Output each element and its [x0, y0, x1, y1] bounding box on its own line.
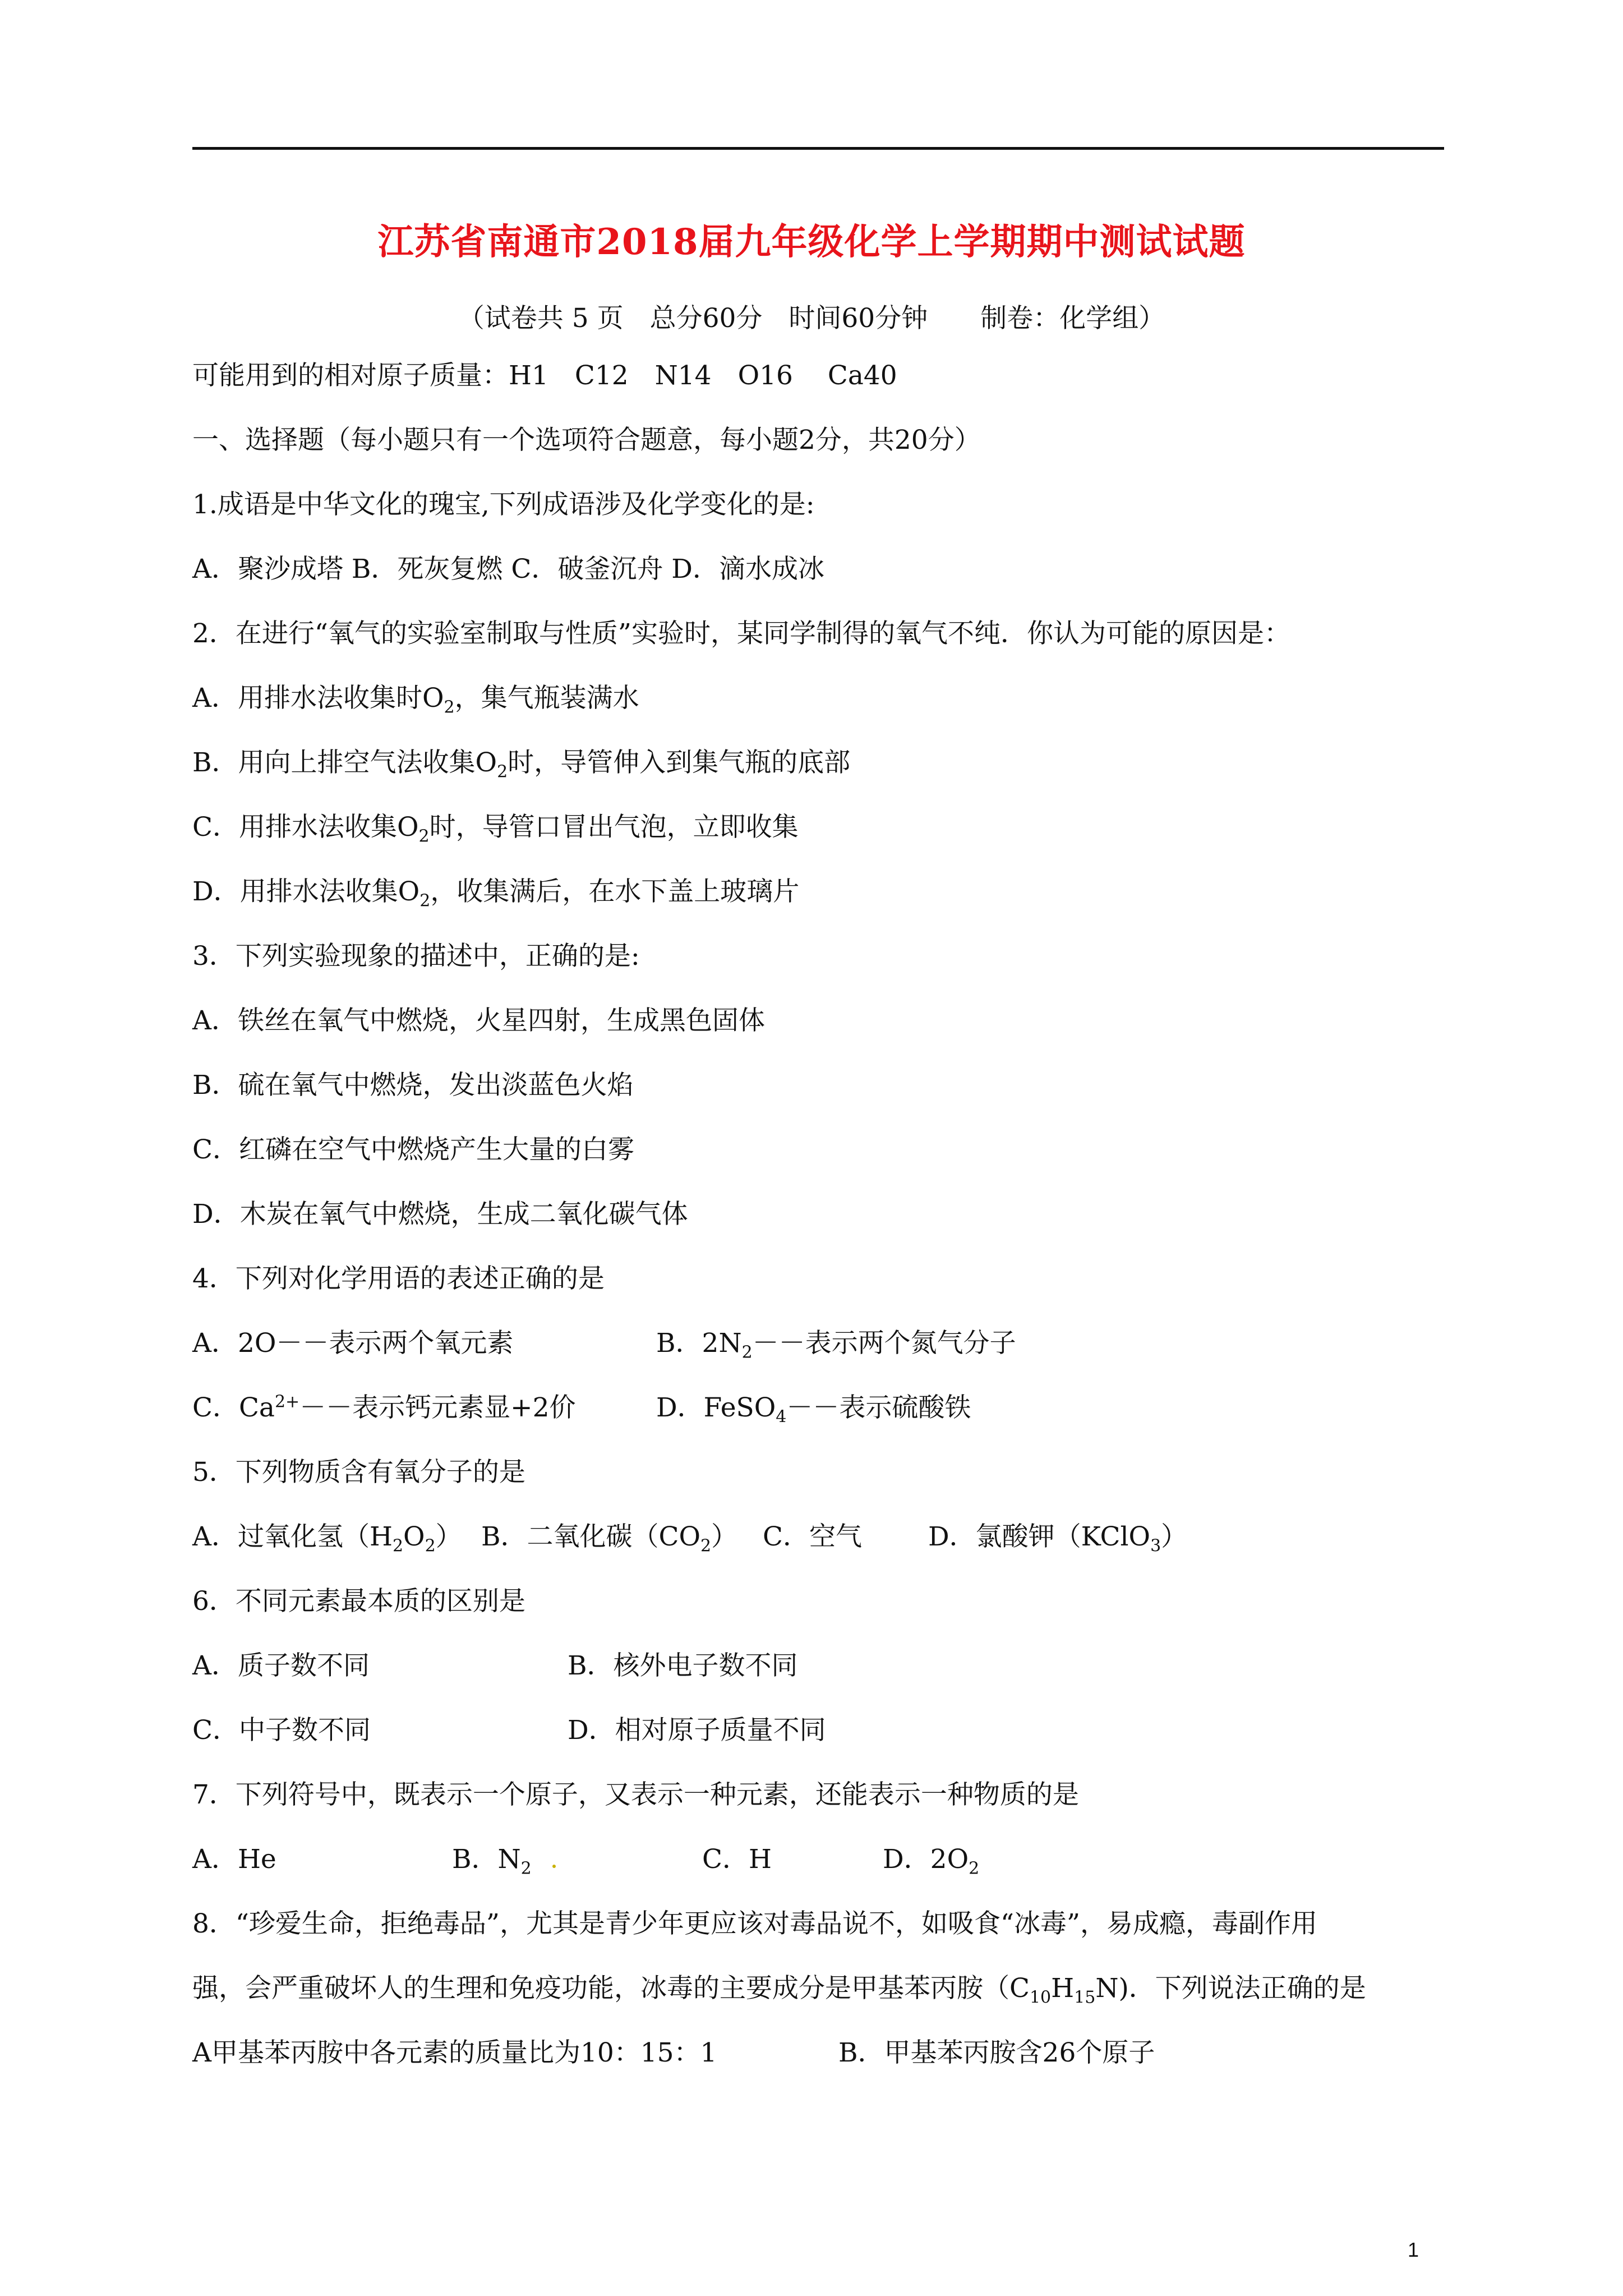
- question-8-option-a: A甲基苯丙胺中各元素的质量比为10：15：1: [192, 2037, 717, 2068]
- subscript: 2: [444, 697, 455, 717]
- subscript: 2: [425, 1536, 436, 1556]
- question-3-option-b: B．硫在氧气中燃烧，发出淡蓝色火焰: [192, 1070, 634, 1101]
- question-3-option-a: A．铁丝在氧气中燃烧，火星四射，生成黑色固体: [192, 1005, 765, 1036]
- question-4-option-b: [656, 1327, 1016, 1363]
- text: ）: [435, 1521, 462, 1552]
- header-rule: [192, 147, 1444, 150]
- question-8-option-b: B．甲基苯丙胺含26个原子: [838, 2037, 1155, 2068]
- question-7-option-a: A．He: [192, 1844, 276, 1875]
- question-1-stem: 1.成语是中华文化的瑰宝,下列成语涉及化学变化的是:: [192, 489, 815, 520]
- text: D．FeSO: [656, 1392, 776, 1423]
- text: －－表示两个氮气分子: [752, 1328, 1016, 1359]
- question-3-option-c: C．红磷在空气中燃烧产生大量的白雾: [192, 1134, 634, 1165]
- section-heading: 一、选择题（每小题只有一个选项符合题意，每小题2分，共20分）: [192, 425, 981, 455]
- question-2-option-d: [192, 875, 799, 909]
- page-number: 1: [1408, 2238, 1419, 2261]
- question-2-option-b: [192, 746, 850, 780]
- question-7-option-b: [452, 1843, 532, 1879]
- subscript: 4: [776, 1407, 787, 1427]
- question-3-stem: 3．下列实验现象的描述中，正确的是:: [192, 941, 640, 972]
- subscript: 15: [1074, 1987, 1096, 2008]
- text: B．二氧化碳（CO: [481, 1521, 701, 1552]
- question-1-options: A．聚沙成塔 B．死灰复燃 C．破釜沉舟 D．滴水成冰: [192, 554, 824, 585]
- text: H: [1051, 1973, 1075, 2004]
- question-7-stem: 7．下列符号中，既表示一个原子，又表示一种元素，还能表示一种物质的是: [192, 1779, 1079, 1810]
- question-8-stem-line-2: [192, 1972, 1444, 2008]
- question-4-stem: 4．下列对化学用语的表述正确的是: [192, 1263, 605, 1294]
- dot-mark: [552, 1865, 556, 1868]
- subscript: 3: [1150, 1536, 1161, 1556]
- question-3-option-d: D．木炭在氧气中燃烧，生成二氧化碳气体: [192, 1199, 688, 1230]
- question-8-stem-line-1: 8．“珍爱生命，拒绝毒品”，尤其是青少年更应该对毒品说不，如吸食“冰毒”，易成瘾，毒副作用: [192, 1908, 1318, 1939]
- text: ）: [1161, 1521, 1188, 1552]
- text: D．用排水法收集O: [192, 876, 420, 907]
- question-2-option-a: [192, 682, 639, 715]
- subscript: 2: [497, 762, 508, 782]
- text: 时，导管伸入到集气瓶的底部: [508, 747, 851, 778]
- text: B．2N: [656, 1328, 742, 1359]
- question-5-option-c: C．空气: [763, 1521, 862, 1552]
- superscript: 2+: [274, 1392, 300, 1412]
- text: C．用排水法收集O: [192, 812, 419, 843]
- text: A．用排水法收集时O: [192, 683, 444, 714]
- subscript: 2: [392, 1536, 404, 1556]
- question-5-stem: 5．下列物质含有氧分子的是: [192, 1457, 525, 1488]
- question-5-option-d: [928, 1520, 1187, 1554]
- text: ）: [711, 1521, 738, 1552]
- question-6-option-d: D．相对原子质量不同: [568, 1715, 826, 1746]
- question-6-stem: 6．不同元素最本质的区别是: [192, 1586, 525, 1617]
- subscript: 2: [520, 1858, 532, 1879]
- subscript: 2: [700, 1536, 712, 1556]
- subscript: 2: [969, 1858, 980, 1879]
- question-4-option-c: [192, 1391, 575, 1425]
- text: 强，会严重破坏人的生理和免疫功能，冰毒的主要成分是甲基苯丙胺（C: [192, 1973, 1030, 2004]
- question-2-stem: 2．在进行“氧气的实验室制取与性质”实验时，某同学制得的氧气不纯．你认为可能的原因是：: [192, 618, 1290, 649]
- subscript: 10: [1029, 1987, 1052, 2008]
- text: N)．下列说法正确的是: [1095, 1973, 1366, 2004]
- text: D．2O: [883, 1844, 969, 1875]
- question-4-option-a: A．2O－－表示两个氧元素: [192, 1328, 514, 1359]
- question-2-option-c: [192, 811, 799, 844]
- question-6-option-c: C．中子数不同: [192, 1715, 371, 1746]
- subscript: 2: [418, 826, 430, 846]
- page-title: 江苏省南通市2018届九年级化学上学期期中测试试题: [377, 221, 1246, 263]
- question-4-option-d: [656, 1391, 971, 1425]
- atomic-masses: 可能用到的相对原子质量：H1 C12 N14 O16 Ca40: [192, 360, 897, 391]
- text: ，收集满后，在水下盖上玻璃片: [430, 876, 800, 907]
- question-5-option-a: [192, 1520, 462, 1554]
- text: ，集气瓶装满水: [454, 683, 639, 714]
- question-6-option-b: B．核外电子数不同: [568, 1650, 798, 1681]
- text: 时，导管口冒出气泡，立即收集: [429, 812, 799, 843]
- question-6-option-a: A．质子数不同: [192, 1650, 370, 1681]
- question-5-option-b: [481, 1520, 737, 1554]
- text: A．过氧化氢（H: [192, 1521, 393, 1552]
- text: －－表示硫酸铁: [786, 1392, 971, 1423]
- text: B．N: [452, 1844, 521, 1875]
- text: O: [403, 1521, 425, 1552]
- text: D．氯酸钾（KClO: [928, 1521, 1151, 1552]
- text: B．用向上排空气法收集O: [192, 747, 497, 778]
- exam-info: （试卷共 5 页 总分60分 时间60分钟 制卷：化学组）: [458, 303, 1165, 334]
- question-7-option-d: [883, 1843, 980, 1879]
- text: －－表示钙元素显+2价: [299, 1392, 576, 1423]
- stray-dot: [552, 1843, 556, 1876]
- subscript: 2: [741, 1342, 753, 1363]
- question-7-option-c: C．H: [702, 1844, 772, 1875]
- text: C．Ca: [192, 1392, 275, 1423]
- subscript: 2: [419, 891, 431, 911]
